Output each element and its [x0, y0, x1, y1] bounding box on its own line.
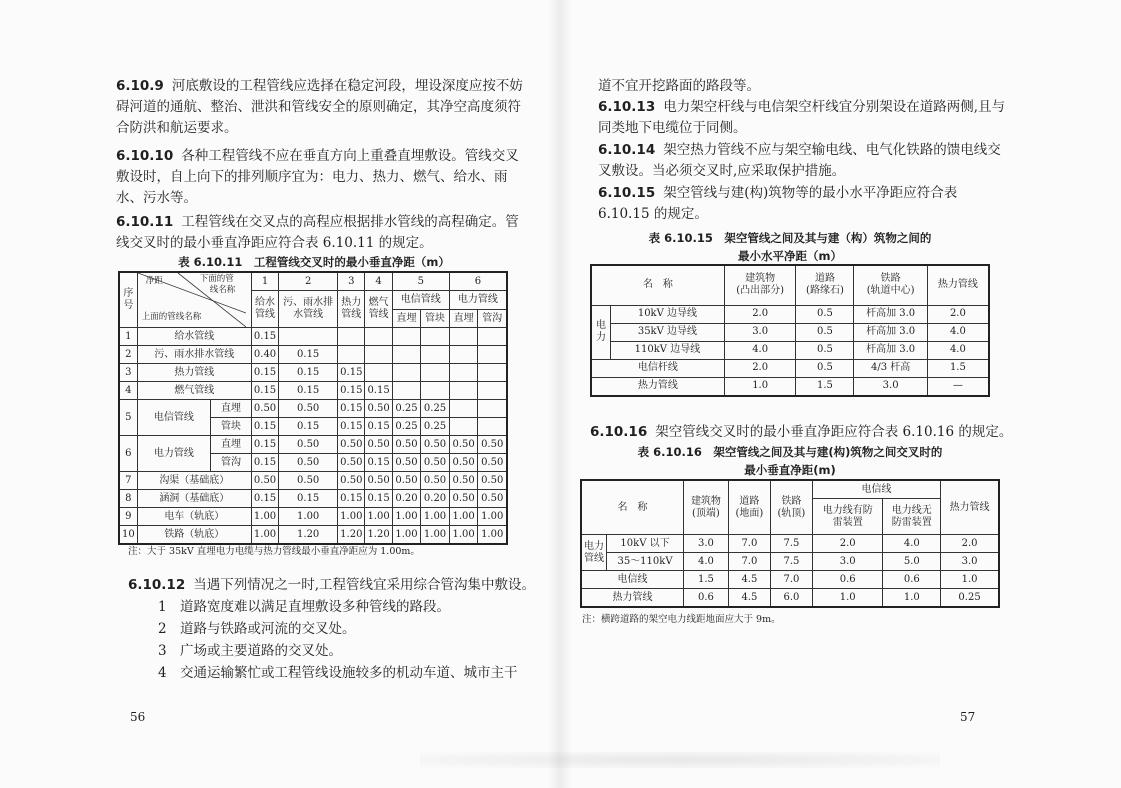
table-cell: 4.5: [728, 589, 770, 608]
row-number: 8: [119, 490, 137, 508]
clause-6-10-9: 6.10.9 河底敷设的工程管线应选择在稳定河段，埋设深度应按不妨碍河道的通航、整治、泄洪和管线安全的原则确定，其净空高度须符合防洪和航运要求。: [116, 78, 523, 136]
table-cell: 4.5: [728, 571, 770, 589]
table-cell: 1.00: [392, 526, 421, 545]
row-name: 电信管线: [137, 400, 210, 436]
row-number: 7: [119, 472, 137, 490]
table-cell: 4.0: [724, 341, 796, 359]
table-cell: 1.5: [796, 377, 854, 396]
diag-label-lower-1: 下面的管: [199, 274, 234, 284]
col-heat: 热力管线: [338, 291, 365, 328]
table-cell: 0.15: [251, 328, 278, 346]
table-cell: 1.5: [927, 359, 989, 377]
table-cell: 0.50: [449, 436, 478, 454]
table-row: [119, 346, 507, 364]
table-row: [591, 323, 989, 341]
list-item: 1 道路宽度难以满足直埋敷设多种管线的路段。: [158, 599, 450, 615]
header-tel-with-lightning: 电力线有防 雷装置: [812, 499, 882, 535]
table-cell: 0.15: [338, 382, 365, 400]
table-cell: 3.0: [684, 535, 729, 553]
table-cell: 1.00: [449, 508, 478, 526]
table-cell: 1.20: [365, 526, 392, 545]
col-num-3: 3: [338, 272, 365, 291]
table-cell: [478, 382, 507, 400]
col-water: 给水管线: [251, 291, 278, 328]
table-6-10-15-caption-line2: 最小水平净距（m）: [738, 249, 842, 263]
col-num-5: 5: [392, 272, 449, 291]
table-6-10-11-body: [119, 328, 507, 545]
table-cell: 7.5: [770, 553, 812, 571]
table-cell: 0.50: [365, 436, 392, 454]
table-cell: [449, 400, 478, 418]
table-cell: 0.50: [251, 472, 278, 490]
table-row: [581, 589, 999, 608]
col-num-2: 2: [279, 272, 338, 291]
table-cell: 1.00: [251, 508, 278, 526]
table-cell: 0.15: [279, 418, 338, 436]
table-row: [119, 472, 507, 490]
table-cell: 杆高加 3.0: [854, 341, 927, 359]
table-cell: 0.50: [449, 472, 478, 490]
table-cell: 0.50: [421, 472, 450, 490]
table-6-10-11: [118, 271, 508, 545]
table-6-10-16-note: 注：横跨道路的架空电力线距地面应大于 9m。: [582, 614, 781, 625]
table-cell: [279, 328, 338, 346]
table-row: [581, 553, 999, 571]
diag-label-distance: 净距: [145, 276, 163, 286]
row-number: 6: [119, 436, 137, 472]
table-cell: 0.50: [392, 454, 421, 472]
table-cell: 1.5: [684, 571, 729, 589]
table-cell: 1.00: [478, 508, 507, 526]
header-tel: 电信线: [812, 480, 940, 499]
table-cell: 0.15: [365, 454, 392, 472]
table-cell: 杆高加 3.0: [854, 305, 927, 323]
table-cell: [478, 400, 507, 418]
row-name: 污、雨水排水管线: [137, 346, 251, 364]
header-road: 道路 (地面): [728, 480, 770, 535]
page-number-right: 57: [960, 710, 976, 724]
table-cell: 0.6: [883, 571, 941, 589]
table-cell: 5.0: [883, 553, 941, 571]
header-building: 建筑物 (凸出部分): [724, 265, 796, 305]
table-cell: 0.5: [796, 305, 854, 323]
table-cell: 2.0: [724, 359, 796, 377]
table-cell: [449, 382, 478, 400]
table-cell: 0.50: [478, 472, 507, 490]
power-line-group-label: [581, 535, 607, 571]
table-cell: 0.20: [421, 490, 450, 508]
col-power-direct: 直埋: [449, 310, 478, 328]
row-name: 电力管线: [137, 436, 210, 472]
table-row: [591, 359, 989, 377]
table-cell: 2.0: [927, 305, 989, 323]
table-cell: 7.5: [770, 535, 812, 553]
table-cell: 0.50: [449, 454, 478, 472]
table-cell: 0.25: [392, 400, 421, 418]
table-cell: 0.50: [449, 490, 478, 508]
row-number: 4: [119, 382, 137, 400]
table-6-10-11-caption: 表 6.10.11 工程管线交叉时的最小垂直净距（m）: [178, 255, 450, 269]
table-cell: 7.0: [770, 571, 812, 589]
table-row: [119, 382, 507, 400]
row-subtype: 管块: [211, 418, 252, 436]
header-road: 道路 (路缘石): [796, 265, 854, 305]
table-cell: 0.15: [279, 364, 338, 382]
table-6-10-11-note: 注：大于 35kV 直埋电力电缆与热力管线最小垂直净距应为 1.00m。: [128, 546, 420, 557]
table-cell: [338, 346, 365, 364]
col-tel-duct: 管块: [421, 310, 450, 328]
table-cell: 0.25: [392, 418, 421, 436]
right-page: [560, 0, 1121, 788]
col-power-trench: 管沟: [478, 310, 507, 328]
table-cell: 4/3 杆高: [854, 359, 927, 377]
row-subtype: 管沟: [211, 454, 252, 472]
table-cell: 0.5: [796, 341, 854, 359]
clause-6-10-10: 6.10.10 各种工程管线不应在垂直方向上重叠直埋敷设。管线交叉敷设时，自上向下的排列顺序宜为：电力、热力、燃气、给水、雨水、污水等。: [116, 148, 519, 206]
diag-label-lower-2: 线名称: [209, 285, 236, 295]
table-cell: 0.40: [251, 346, 278, 364]
table-cell: [365, 328, 392, 346]
table-6-10-16-caption-line1: 表 6.10.16 架空管线之间及其与建(构)筑物之间交叉时的: [637, 445, 943, 459]
table-row: [119, 436, 507, 454]
col-num-4: 4: [365, 272, 392, 291]
header-rail: 铁路 (轨顶): [770, 480, 812, 535]
continued-text: 道不宜开挖路面的路段等。: [598, 78, 760, 94]
table-cell: 0.6: [812, 571, 882, 589]
clause-6-10-14: 6.10.14 架空热力管线不应与架空输电线、电气化铁路的馈电线交叉敷设。当必须交叉时,应采取保护措施。: [598, 142, 1001, 179]
table-cell: 0.15: [251, 454, 278, 472]
table-cell: 0.15: [279, 490, 338, 508]
list-item: 3 广场或主要道路的交叉处。: [158, 643, 342, 659]
table-cell: 0.15: [338, 400, 365, 418]
header-heat: 热力管线: [941, 480, 999, 535]
table-cell: 0.25: [421, 418, 450, 436]
table-cell: 4.0: [684, 553, 729, 571]
table-6-10-16-body: [581, 535, 999, 608]
table-cell: 杆高加 3.0: [854, 323, 927, 341]
table-row: [591, 305, 989, 323]
row-number: 2: [119, 346, 137, 364]
table-cell: 0.50: [365, 400, 392, 418]
table-cell: 0.15: [251, 490, 278, 508]
table-cell: 0.50: [279, 454, 338, 472]
table-cell: 1.00: [279, 508, 338, 526]
table-cell: [478, 346, 507, 364]
table-cell: 7.0: [728, 553, 770, 571]
table-cell: 3.0: [812, 553, 882, 571]
row-number: 9: [119, 508, 137, 526]
table-cell: 2.0: [812, 535, 882, 553]
table-cell: [449, 364, 478, 382]
table-cell: 0.15: [279, 382, 338, 400]
table-cell: [478, 364, 507, 382]
table-cell: 0.15: [338, 418, 365, 436]
col-tel: 电信管线: [392, 291, 449, 310]
table-6-10-15-caption-line1: 表 6.10.15 架空管线之间及其与建（构）筑物之间的: [648, 231, 932, 245]
table-cell: 0.50: [338, 436, 365, 454]
table-cell: 2.0: [724, 305, 796, 323]
table-row: [119, 364, 507, 382]
table-cell: 7.0: [728, 535, 770, 553]
table-cell: 0.50: [478, 490, 507, 508]
header-heat: 热力管线: [927, 265, 989, 305]
table-cell: 1.20: [279, 526, 338, 545]
table-cell: [365, 346, 392, 364]
table-cell: [392, 346, 421, 364]
table-cell: 1.00: [449, 526, 478, 545]
header-seq: 序号: [119, 272, 137, 328]
table-cell: 0.15: [251, 382, 278, 400]
table-cell: 3.0: [854, 377, 927, 396]
row-name: 涵洞（基础底）: [137, 490, 251, 508]
table-cell: 0.15: [251, 364, 278, 382]
table-cell: 1.0: [883, 589, 941, 608]
table-cell: [392, 364, 421, 382]
table-cell: 0.50: [421, 436, 450, 454]
col-num-6: 6: [449, 272, 507, 291]
row-number: 1: [119, 328, 137, 346]
row-name: 10kV 以下: [607, 535, 684, 553]
header-diagonal: [137, 272, 251, 328]
table-row: [119, 490, 507, 508]
table-cell: 3.0: [941, 553, 999, 571]
table-row: [581, 571, 999, 589]
table-cell: 0.5: [796, 359, 854, 377]
row-subtype: 直埋: [211, 436, 252, 454]
table-6-10-16: [580, 479, 1000, 608]
row-name: 10kV 边导线: [611, 305, 725, 323]
table-cell: 1.0: [941, 571, 999, 589]
table-row: [119, 400, 507, 418]
table-cell: 0.15: [338, 364, 365, 382]
clause-6-10-11: 6.10.11 工程管线在交叉点的高程应根据排水管线的高程确定。管线交叉时的最小垂直净距应符合表 6.10.11 的规定。: [116, 214, 519, 251]
table-cell: 0.50: [478, 454, 507, 472]
col-rain: 污、雨水排水管线: [279, 291, 338, 328]
table-row: [119, 526, 507, 545]
table-cell: [421, 346, 450, 364]
table-cell: 1.00: [421, 526, 450, 545]
table-cell: 1.00: [338, 508, 365, 526]
table-row: [119, 508, 507, 526]
table-cell: 0.50: [478, 436, 507, 454]
clause-6-10-13: 6.10.13 电力架空杆线与电信架空杆线宜分别架设在道路两侧,且与同类地下电缆位于同侧。: [598, 99, 1006, 136]
header-tel-without-lightning: 电力线无 防雷装置: [883, 499, 941, 535]
table-cell: [478, 418, 507, 436]
table-cell: 4.0: [883, 535, 941, 553]
row-name: 热力管线: [581, 589, 684, 608]
table-cell: [338, 328, 365, 346]
table-cell: [421, 328, 450, 346]
table-cell: 0.15: [365, 382, 392, 400]
table-cell: 0.6: [684, 589, 729, 608]
header-name: 名 称: [591, 265, 724, 305]
row-name: 35kV 边导线: [611, 323, 725, 341]
row-name: 铁路（轨底）: [137, 526, 251, 545]
power-group-label: 电力: [591, 305, 611, 359]
header-name: 名 称: [581, 480, 684, 535]
table-cell: 0.50: [338, 472, 365, 490]
row-name: 燃气管线: [137, 382, 251, 400]
table-row: [119, 328, 507, 346]
list-item: 4 交通运输繁忙或工程管线设施较多的机动车道、城市主干: [158, 665, 518, 681]
row-name: 热力管线: [137, 364, 251, 382]
table-cell: [478, 328, 507, 346]
table-cell: 1.00: [421, 508, 450, 526]
table-row: [591, 341, 989, 359]
table-cell: 0.15: [338, 490, 365, 508]
table-cell: 0.15: [365, 490, 392, 508]
table-cell: [449, 328, 478, 346]
row-number: 10: [119, 526, 137, 545]
table-cell: 6.0: [770, 589, 812, 608]
diag-label-upper: 上面的管线名称: [141, 312, 202, 322]
table-cell: 0.50: [279, 400, 338, 418]
row-name: 35～110kV: [607, 553, 684, 571]
table-cell: 0.50: [392, 472, 421, 490]
table-cell: [365, 364, 392, 382]
row-number: 3: [119, 364, 137, 382]
table-cell: 1.00: [392, 508, 421, 526]
table-cell: [392, 328, 421, 346]
left-page: [0, 0, 560, 788]
table-cell: 0.50: [392, 436, 421, 454]
table-cell: 0.5: [796, 323, 854, 341]
row-name: 110kV 边导线: [611, 341, 725, 359]
power-label-line1: 电力: [584, 540, 604, 552]
table-cell: [449, 418, 478, 436]
table-cell: 0.15: [251, 436, 278, 454]
header-building: 建筑物 (顶端): [684, 480, 729, 535]
table-cell: 0.15: [251, 418, 278, 436]
row-name: 电信线: [581, 571, 684, 589]
table-cell: [421, 382, 450, 400]
header-rail: 铁路 (轨道中心): [854, 265, 927, 305]
table-cell: [421, 364, 450, 382]
table-cell: 0.50: [279, 472, 338, 490]
row-subtype: 直埋: [211, 400, 252, 418]
table-cell: 1.00: [365, 508, 392, 526]
table-cell: 1.00: [478, 526, 507, 545]
clause-6-10-16: 6.10.16 架空管线交叉时的最小垂直净距应符合表 6.10.16 的规定。: [590, 424, 1013, 440]
table-row: [591, 377, 989, 396]
table-cell: —: [927, 377, 989, 396]
row-name: 给水管线: [137, 328, 251, 346]
page-number-left: 56: [130, 710, 146, 724]
col-power: 电力管线: [449, 291, 507, 310]
table-cell: 3.0: [724, 323, 796, 341]
table-cell: 4.0: [927, 323, 989, 341]
table-cell: 0.25: [421, 400, 450, 418]
col-tel-direct: 直埋: [392, 310, 421, 328]
row-name: 电车（轨底）: [137, 508, 251, 526]
power-label-line2: 管线: [584, 552, 604, 564]
col-gas: 燃气管线: [365, 291, 392, 328]
table-cell: 0.50: [279, 436, 338, 454]
clause-6-10-15: 6.10.15 架空管线与建(构)筑物等的最小水平净距应符合表 6.10.15 的规定。: [598, 185, 958, 222]
table-6-10-15: [590, 264, 990, 397]
table-cell: 4.0: [927, 341, 989, 359]
table-cell: 0.50: [421, 454, 450, 472]
table-cell: [449, 346, 478, 364]
table-6-10-16-caption-line2: 最小垂直净距(m): [744, 463, 836, 477]
table-cell: 1.0: [724, 377, 796, 396]
table-cell: [392, 382, 421, 400]
table-row: [581, 535, 999, 553]
table-cell: 1.0: [812, 589, 882, 608]
table-cell: 2.0: [941, 535, 999, 553]
table-cell: 0.15: [365, 418, 392, 436]
table-cell: 0.15: [279, 346, 338, 364]
table-6-10-15-body: [591, 305, 989, 396]
table-cell: 0.50: [338, 454, 365, 472]
clause-6-10-12: 6.10.12 当遇下列情况之一时,工程管线宜采用综合管沟集中敷设。: [128, 577, 536, 593]
table-cell: 1.20: [338, 526, 365, 545]
row-name: 电信杆线: [591, 359, 724, 377]
table-cell: 0.50: [365, 472, 392, 490]
col-num-1: 1: [251, 272, 278, 291]
table-cell: 0.20: [392, 490, 421, 508]
table-cell: 0.50: [251, 400, 278, 418]
table-cell: 1.00: [251, 526, 278, 545]
table-cell: 0.25: [941, 589, 999, 608]
row-name: 热力管线: [591, 377, 724, 396]
row-number: 5: [119, 400, 137, 436]
row-name: 沟渠（基础底）: [137, 472, 251, 490]
list-item: 2 道路与铁路或河流的交叉处。: [158, 621, 356, 637]
